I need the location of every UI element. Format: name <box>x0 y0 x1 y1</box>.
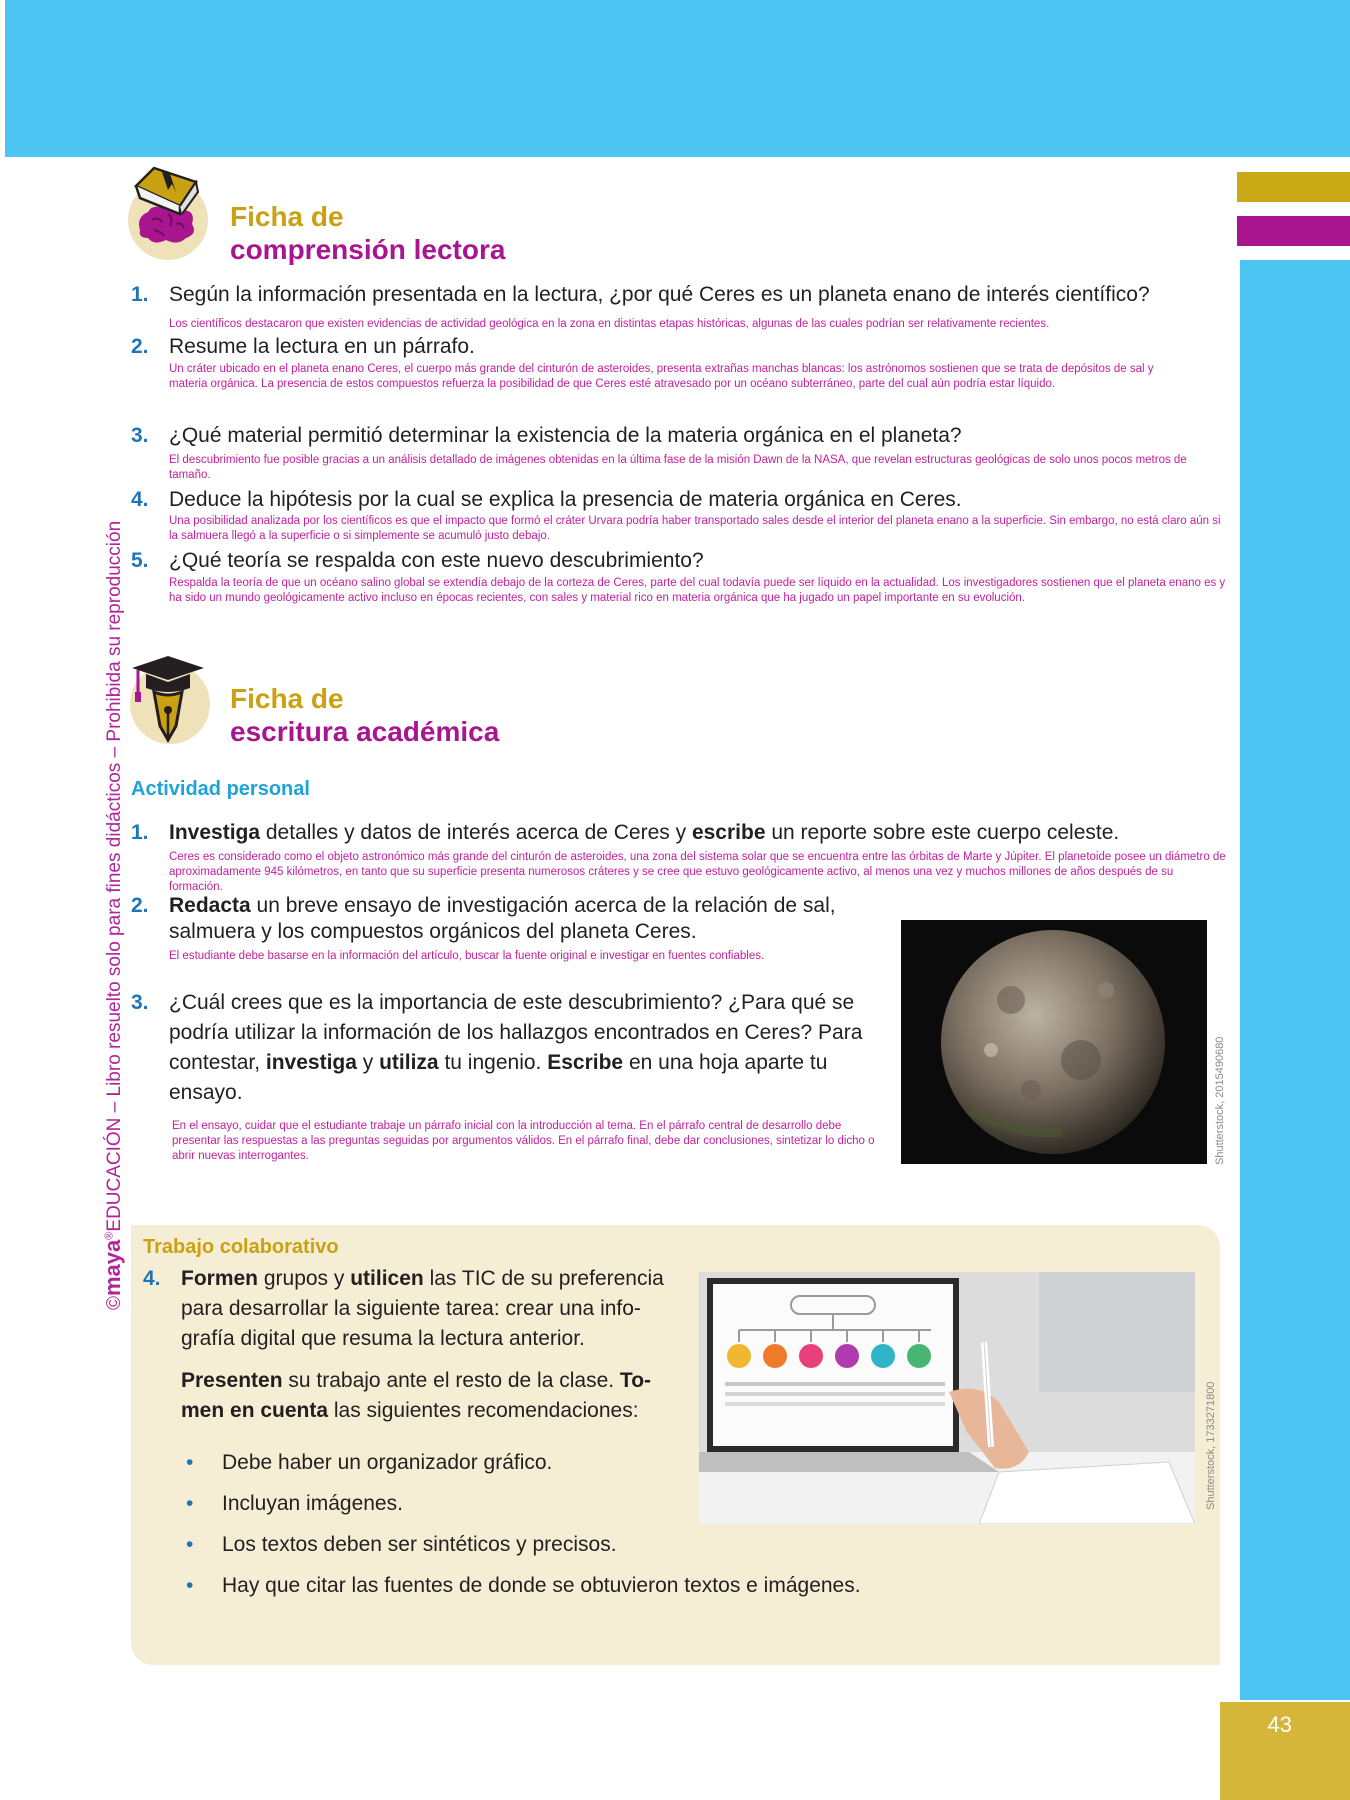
laptop-infographic-photo <box>699 1272 1195 1524</box>
escritura-answer-3: En el ensayo, cuidar que el estudiante trabaje un párrafo inicial con la introducción al tema. En el párrafo central de desarrollo debe presentar las respuestas a las preguntas seguidas por argumentos válidos. En el párrafo final, debe dar conclusiones, sintetizar lo dicho o abrir nuevas interrogantes. <box>172 1120 875 1162</box>
copyright-vertical: ©maya®EDUCACIÓN – Libro resuelto solo para fines didácticos – Prohibida su reproducción <box>100 520 125 1310</box>
escritura-answer-1: Ceres es considerado como el objeto astronómico más grande del cinturón de asteroides, una zona del sistema solar que se encuentra entre las órbitas de Marte y Júpiter. El planetoide posee un diámetro de aproximadamente 945 kilómetros, en tanto que su superficie presenta numerosos cráteres y se cree que estuvo geológicamente activo, al menos una vez y muchos millones de años después de su formación. <box>169 851 1226 893</box>
escritura-question-1: 1. Investiga detalles y datos de interés acerca de Ceres y escribe un reporte sobre este cuerpo celeste. <box>131 821 1120 844</box>
question-2: 2. Resume la lectura en un párrafo. <box>131 335 475 358</box>
brain-book-icon <box>118 162 218 262</box>
answer-3: El descubrimiento fue posible gracias a un análisis detallado de imágenes obtenidas en la última fase de la misión Dawn de la NASA, que revelan estructuras geológicas de solo unos pocos metros de tamaño. <box>169 454 1187 481</box>
collab-question-4: 4. Formen grupos y utilicen las TIC de su preferencia para desarrollar la siguiente tarea: crear una info-grafía digital que resuma la lectura anterior. <box>143 1267 664 1350</box>
graduation-pen-icon <box>118 648 218 748</box>
laptop-photo-credit: Shutterstock, 1733271800 <box>1205 1381 1217 1510</box>
comprension-title: Ficha de comprensión lectora <box>230 201 506 265</box>
question-1: 1. Según la información presentada en la lectura, ¿por qué Ceres es un planeta enano de interés científico? <box>131 283 1150 306</box>
right-side-bar <box>1240 260 1350 1700</box>
copyright-text: EDUCACIÓN – Libro resuelto solo para fines didácticos – Prohibida su reproducción <box>104 520 125 1232</box>
gold-tab <box>1237 172 1350 202</box>
actividad-personal-label: Actividad personal <box>131 778 310 800</box>
escritura-title: Ficha de escritura académica <box>230 683 500 747</box>
magenta-tab <box>1237 216 1350 246</box>
answer-2: Un cráter ubicado en el planeta enano Ceres, el cuerpo más grande del cinturón de asteroides, presenta extrañas manchas blancas: los astrónomos sostienen que se trata de depósitos de sal y materia orgánica. La presencia de estos compuestos refuerza la posibilidad de que Ceres esté atravesado por un océano subterráneo, parte del cual aún podría estar líquido. <box>169 363 1154 390</box>
question-4: 4. Deduce la hipótesis por la cual se explica la presencia de materia orgánica en Ceres. <box>131 488 962 511</box>
ceres-photo-credit: Shutterstock, 2015490680 <box>1214 1036 1226 1165</box>
page-number: 43 <box>1267 1712 1292 1737</box>
question-3: 3. ¿Qué material permitió determinar la existencia de la materia orgánica en el planeta? <box>131 424 962 447</box>
ceres-photo <box>901 920 1207 1164</box>
collab-title: Trabajo colaborativo <box>143 1236 339 1258</box>
escritura-question-3: 3. ¿Cuál crees que es la importancia de este descubrimiento? ¿Para qué se podría utilizar la información de los hallazgos encontrados en Ceres? Para contestar, investiga y utiliza tu ingenio. Escribe en una hoja aparte tu ensayo. <box>131 991 863 1104</box>
brand-logo: maya <box>100 1239 125 1296</box>
collab-paragraph-2: Presenten su trabajo ante el resto de la clase. To-men en cuenta las siguientes recomendaciones: <box>181 1369 652 1422</box>
escritura-answer-2: El estudiante debe basarse en la información del artículo, buscar la fuente original e investigar en fuentes confiables. <box>169 950 765 962</box>
question-5: 5. ¿Qué teoría se respalda con este nuevo descubrimiento? <box>131 549 704 572</box>
answer-5: Respalda la teoría de que un océano salino global se extendía debajo de la corteza de Ceres, parte del cual todavía puede ser líquido en la actualidad. Los investigadores sostienen que el planeta enano es y ha sido un mundo geológicamente activo incluso en épocas recientes, con sales y material rico en materia orgánica que ha jugado un papel importante en su evolución. <box>169 577 1226 604</box>
escritura-question-2: 2. Redacta un breve ensayo de investigación acerca de la relación de sal, salmuera y los compuestos orgánicos del planeta Ceres. <box>131 894 836 943</box>
answer-4: Una posibilidad analizada por los científicos es que el impacto que formó el cráter Urvara podría haber transportado sales desde el interior del planeta enano a la superficie. Sin embargo, no está claro aún si la salmuera llegó a la superficie o si simplemente se acumuló justo debajo. <box>169 515 1221 542</box>
top-banner <box>0 0 1350 157</box>
answer-1: Los científicos destacaron que existen evidencias de actividad geológica en la zona en distintas etapas históricas, algunas de las cuales podrían ser relativamente recientes. <box>169 318 1050 330</box>
